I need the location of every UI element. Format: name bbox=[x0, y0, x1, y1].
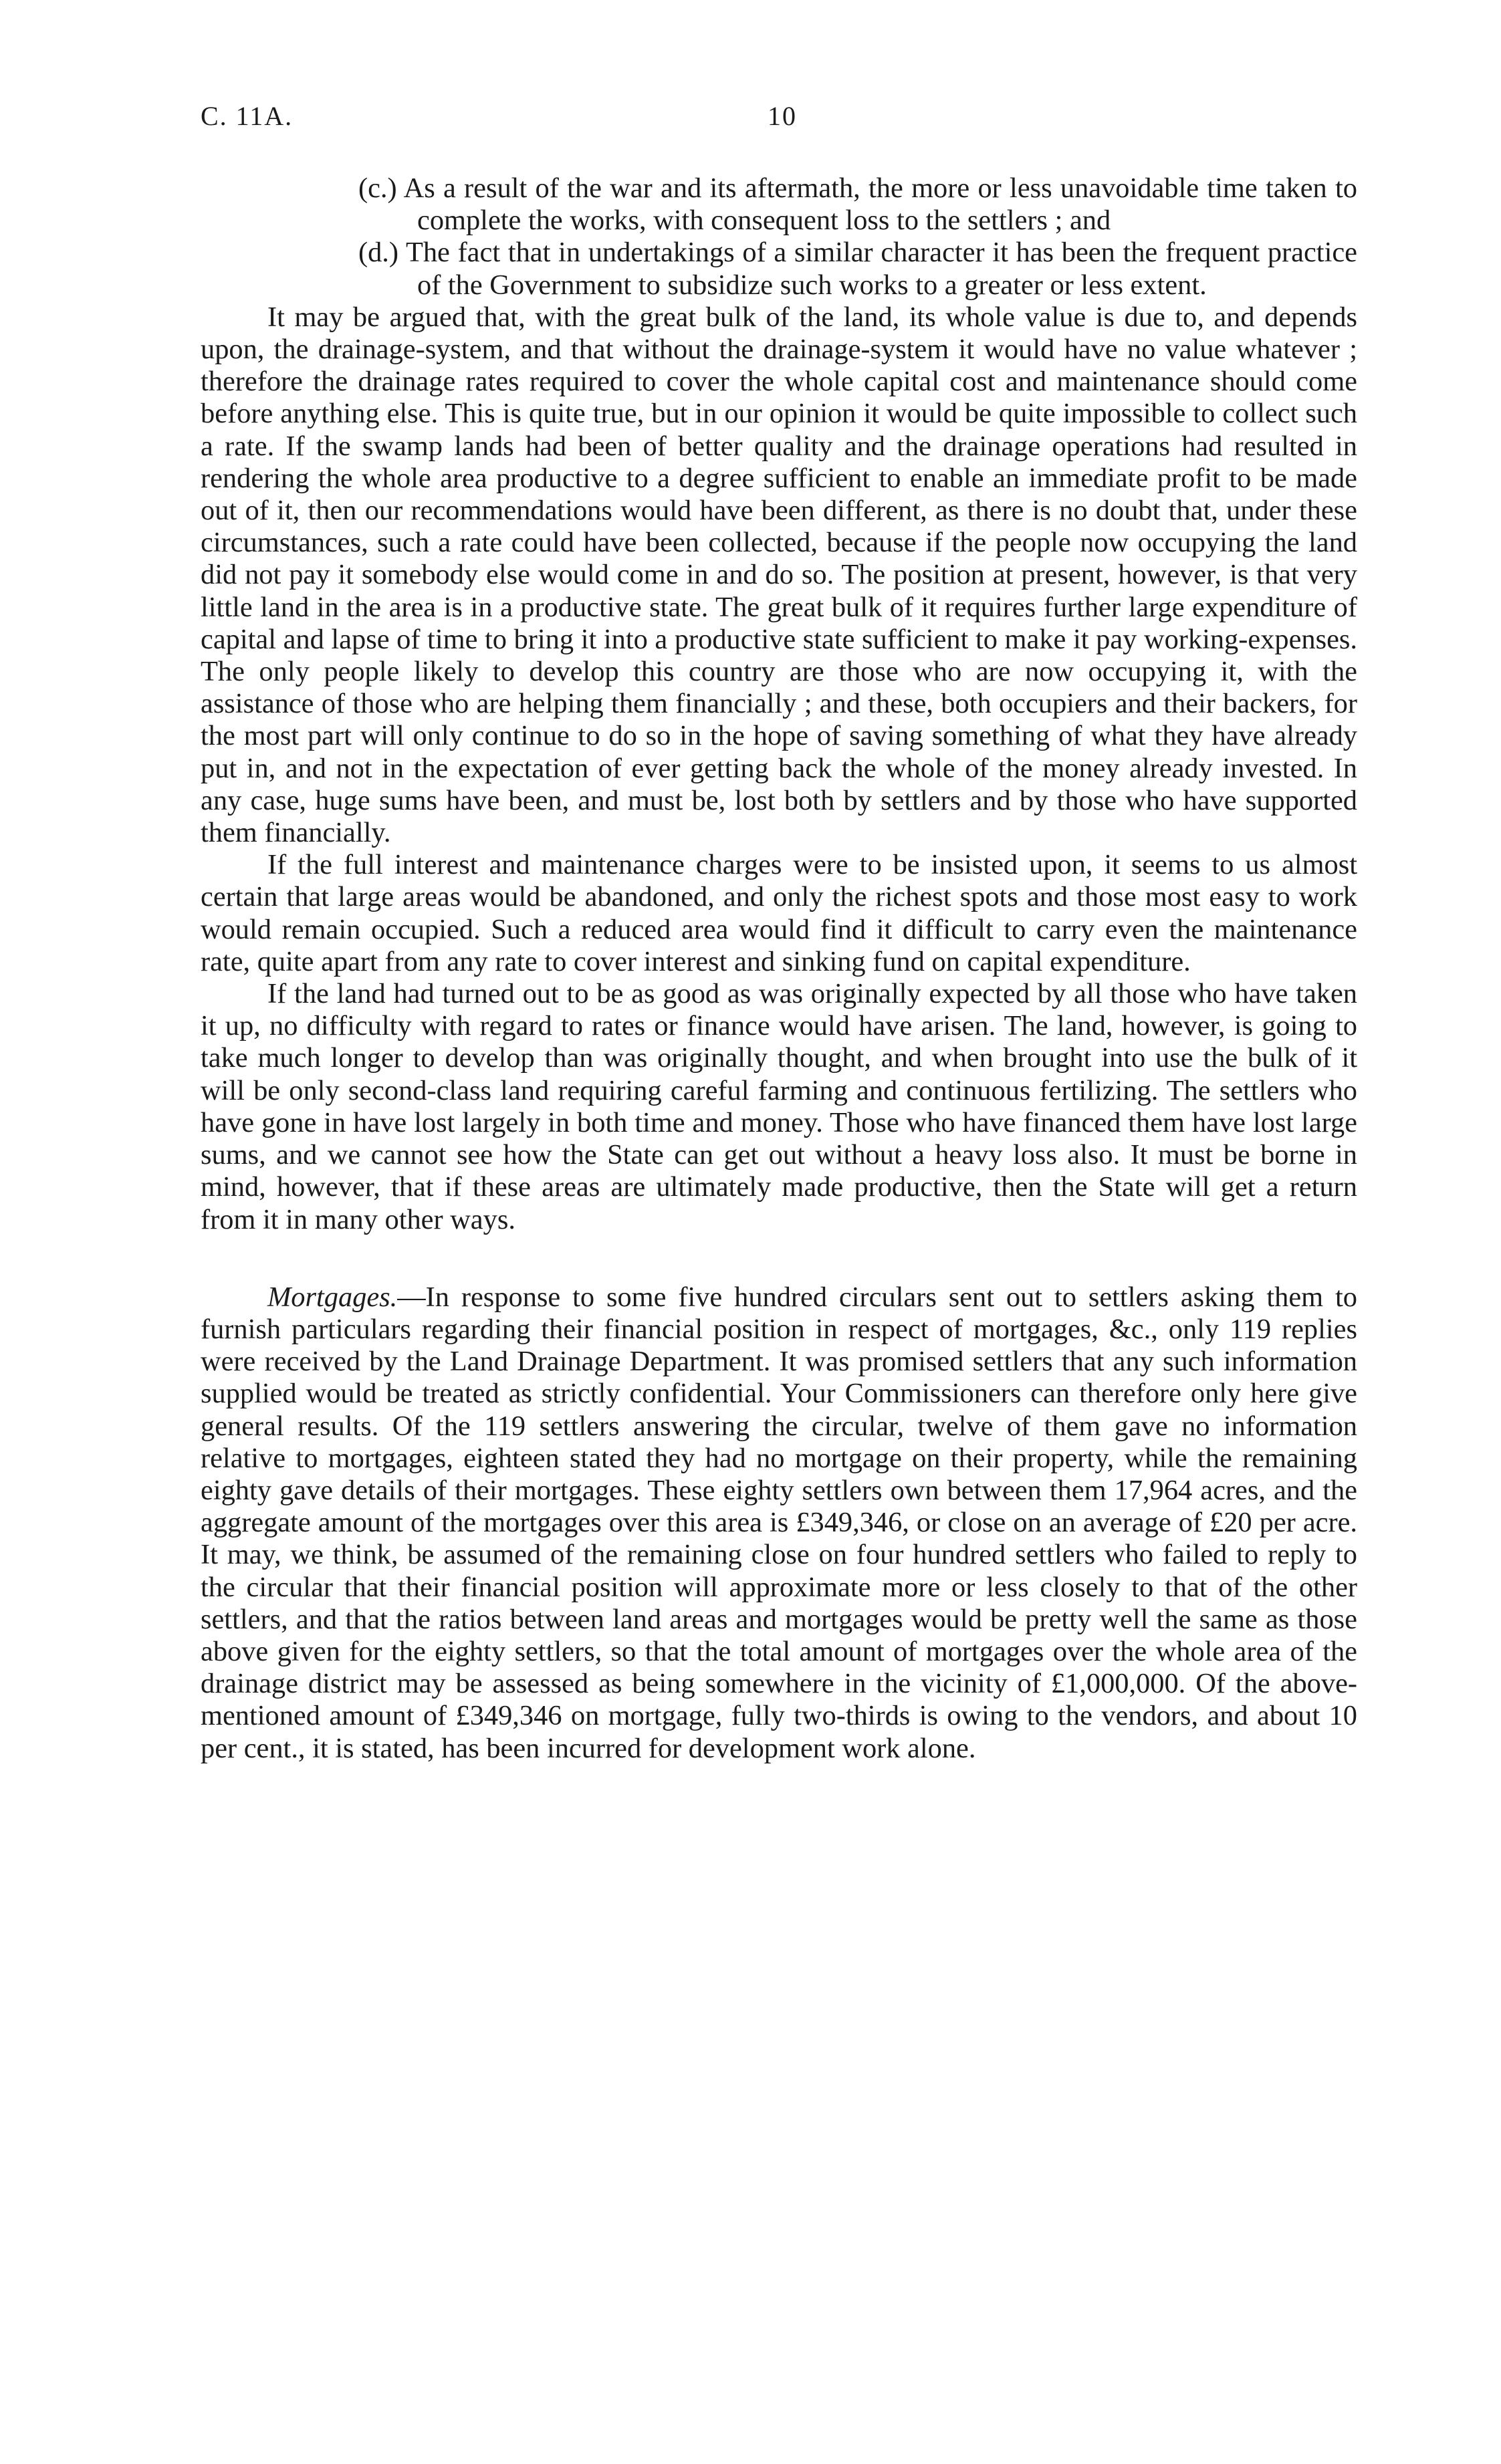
item-text: The fact that in undertakings of a similar character it has been the frequent practice of the Government to subsidize such works to a greater or less extent. bbox=[405, 237, 1357, 301]
list-item bbox=[201, 237, 1357, 301]
paragraph-land-quality: If the land had turned out to be as good as was originally expected by all those who have taken it up, no difficulty with regard to rates or finance would have arisen. The land, however, is going to take much longer to develop than was originally thought, and when brought into use the bulk of it will be only second-class land requiring careful farming and continuous fertilizing. The settlers who have gone in have lost largely in both time and money. Those who have financed them have lost large sums, and we cannot see how the State can get out without a heavy loss also. It must be borne in mind, however, that if these areas are ultimately made productive, then the State will get a return from it in many other ways. bbox=[201, 978, 1357, 1235]
item-label: (c.) bbox=[358, 172, 397, 204]
paragraph-drainage-value: It may be argued that, with the great bulk of the land, its whole value is due to, and depends upon, the drainage-system, and that without the drainage-system it would have no value whatever ; therefore the drainage rates required to cover the whole capital cost and maintenance should come before anything else. This is quite true, but in our opinion it would be quite impossible to collect such a rate. If the swamp lands had been of better quality and the drainage operations had resulted in rendering the whole area productive to a degree sufficient to enable an immediate profit to be made out of it, then our recommendations would have been different, as there is no doubt that, under these circumstances, such a rate could have been collected, because if the people now occupying the land did not pay it somebody else would come in and do so. The position at present, however, is that very little land in the area is in a productive state. The great bulk of it requires further large expenditure of capital and lapse of time to bring it into a productive state sufficient to make it pay working-expenses. The only people likely to develop this country are those who are now occupying it, with the assistance of those who are helping them financially ; and these, both occupiers and their backers, for the most part will only continue to do so in the hope of saving something of what they have already put in, and not in the expectation of ever getting back the whole of the money already invested. In any case, huge sums have been, and must be, lost both by settlers and by those who have supported them financially. bbox=[201, 301, 1357, 849]
list-item bbox=[201, 172, 1357, 237]
document-code: C. 11A. bbox=[201, 101, 294, 131]
page-header bbox=[201, 100, 1364, 140]
mortgages-text: —In response to some five hundred circulars sent out to settlers asking them to furnish particulars regarding their financial position in respect of mortgages, &c., only 119 replies were received by the Land Drainage Department. It was promised settlers that any such information supplied would be treated as strictly confidential. Your Commissioners can therefore only here give general results. Of the 119 settlers answering the circular, twelve of them gave no information relative to mortgages, eighteen stated they had no mortgage on their property, while the remaining eighty gave details of their mortgages. These eighty settlers own between them 17,964 acres, and the aggregate amount of the mortgages over this area is £349,346, or close on an average of £20 per acre. It may, we think, be assumed of the remaining close on four hundred settlers who failed to reply to the circular that their financial position will approximate more or less closely to that of the other settlers, and that the ratios between land areas and mortgages would be pretty well the same as those above given for the eighty settlers, so that the total amount of mortgages over the whole area of the drainage district may be assessed as being somewhere in the vicinity of £1,000,000. Of the above-mentioned amount of £349,346 on mortgage, fully two-thirds is owing to the vendors, and about 10 per cent., it is stated, has been incurred for development work alone. bbox=[201, 1281, 1357, 1764]
paragraph-full-charges: If the full interest and maintenance charges were to be insisted upon, it seems to us almost certain that large areas would be abandoned, and only the richest spots and those most easy to work would remain occupied. Such a reduced area would find it difficult to carry even the maintenance rate, quite apart from any rate to cover interest and sinking fund on capital expenditure. bbox=[201, 849, 1357, 977]
paragraph-mortgages bbox=[201, 1281, 1357, 1765]
mortgages-heading: Mortgages. bbox=[267, 1281, 398, 1313]
item-label: (d.) bbox=[358, 237, 399, 269]
item-text: As a result of the war and its aftermath, the more or less unavoidable time taken to complete the works, with consequent loss to the settlers ; and bbox=[403, 172, 1357, 237]
body-text bbox=[201, 172, 1357, 1765]
page-number: 10 bbox=[768, 101, 797, 131]
